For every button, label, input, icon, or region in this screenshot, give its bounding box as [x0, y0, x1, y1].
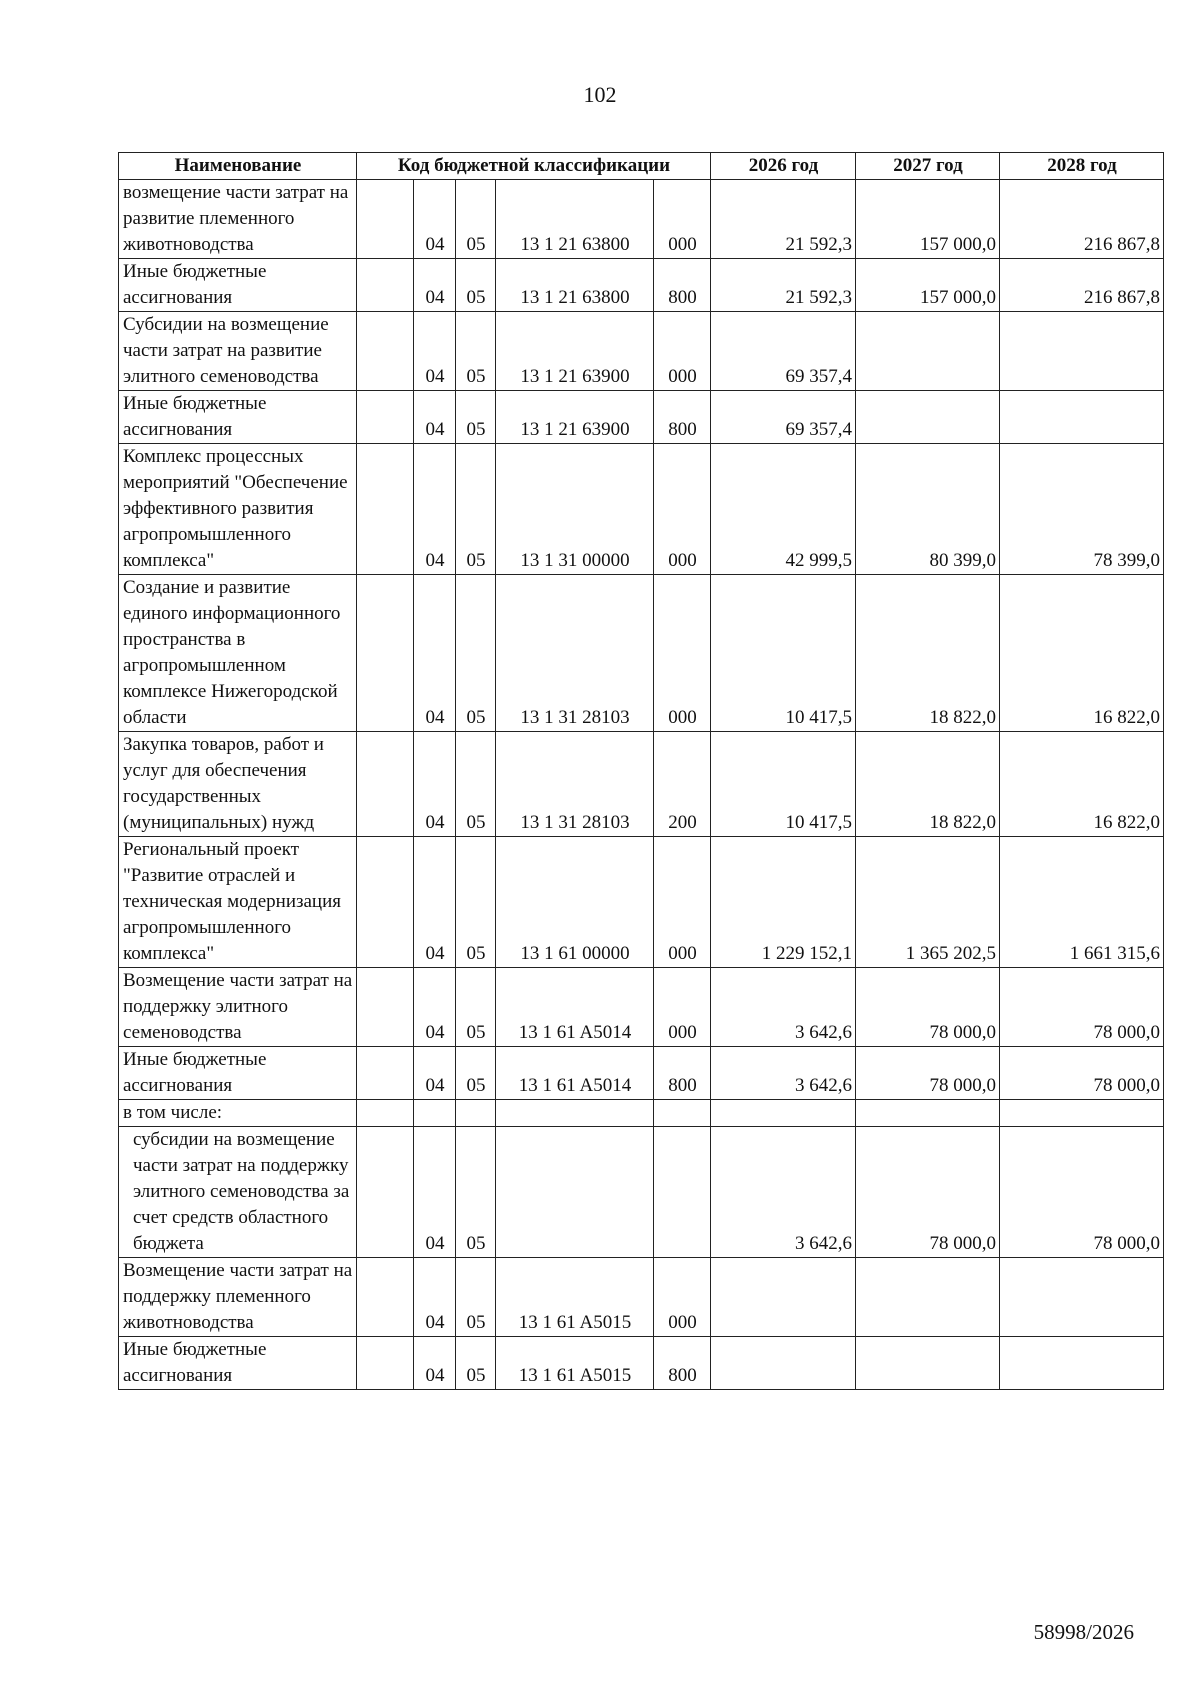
cell-code-subsection: 05 [456, 259, 496, 312]
cell-code-1 [357, 312, 414, 391]
cell-2027: 18 822,0 [856, 575, 1000, 732]
cell-code-target: 13 1 61 A5015 [496, 1337, 654, 1390]
cell-code-section: 04 [414, 575, 456, 732]
table-row [119, 968, 1164, 1047]
header-2028: 2028 год [1000, 153, 1164, 180]
cell-name: Региональный проект "Развитие отраслей и техническая модернизация агропромышленного комплекса" [119, 837, 357, 968]
cell-2027: 78 000,0 [856, 1127, 1000, 1258]
cell-code-1 [357, 732, 414, 837]
cell-code-expense-type: 000 [654, 837, 711, 968]
cell-name: Иные бюджетные ассигнования [119, 1047, 357, 1100]
cell-code-section: 04 [414, 837, 456, 968]
cell-code-expense-type [654, 1127, 711, 1258]
cell-code-target: 13 1 61 A5014 [496, 1047, 654, 1100]
header-2026: 2026 год [711, 153, 856, 180]
cell-2026: 3 642,6 [711, 968, 856, 1047]
table-row [119, 1127, 1164, 1258]
cell-2028: 16 822,0 [1000, 732, 1164, 837]
cell-code-subsection: 05 [456, 575, 496, 732]
header-code: Код бюджетной классификации [357, 153, 711, 180]
cell-code-target: 13 1 61 00000 [496, 837, 654, 968]
cell-code-subsection: 05 [456, 391, 496, 444]
cell-2027 [856, 1337, 1000, 1390]
cell-2028 [1000, 1258, 1164, 1337]
cell-name: Создание и развитие единого информационного пространства в агропромышленном комплексе Нижегородской области [119, 575, 357, 732]
cell-2028: 216 867,8 [1000, 180, 1164, 259]
cell-2026: 1 229 152,1 [711, 837, 856, 968]
cell-name: возмещение части затрат на развитие племенного животноводства [119, 180, 357, 259]
table-row [119, 444, 1164, 575]
cell-code-target [496, 1100, 654, 1127]
cell-2026: 10 417,5 [711, 732, 856, 837]
table-row [119, 391, 1164, 444]
cell-2026: 69 357,4 [711, 391, 856, 444]
cell-code-subsection: 05 [456, 1127, 496, 1258]
cell-code-target [496, 1127, 654, 1258]
cell-code-expense-type: 000 [654, 180, 711, 259]
cell-code-section: 04 [414, 391, 456, 444]
cell-2027 [856, 1100, 1000, 1127]
cell-code-section: 04 [414, 444, 456, 575]
cell-2026 [711, 1337, 856, 1390]
cell-code-subsection: 05 [456, 1258, 496, 1337]
cell-code-target: 13 1 31 28103 [496, 732, 654, 837]
cell-2028 [1000, 312, 1164, 391]
cell-name: Закупка товаров, работ и услуг для обеспечения государственных (муниципальных) нужд [119, 732, 357, 837]
cell-name: в том числе: [119, 1100, 357, 1127]
cell-code-section: 04 [414, 180, 456, 259]
cell-code-subsection: 05 [456, 444, 496, 575]
table-row [119, 1337, 1164, 1390]
cell-2026: 21 592,3 [711, 259, 856, 312]
cell-code-subsection [456, 1100, 496, 1127]
table-row [119, 575, 1164, 732]
cell-code-1 [357, 259, 414, 312]
cell-code-section: 04 [414, 1258, 456, 1337]
cell-name: Иные бюджетные ассигнования [119, 1337, 357, 1390]
cell-code-1 [357, 1047, 414, 1100]
table-row [119, 1047, 1164, 1100]
cell-code-expense-type: 000 [654, 444, 711, 575]
cell-code-subsection: 05 [456, 732, 496, 837]
cell-2028 [1000, 1337, 1164, 1390]
cell-2027: 157 000,0 [856, 180, 1000, 259]
cell-2028: 78 000,0 [1000, 968, 1164, 1047]
cell-name: Возмещение части затрат на поддержку племенного животноводства [119, 1258, 357, 1337]
cell-code-subsection: 05 [456, 837, 496, 968]
cell-code-section: 04 [414, 732, 456, 837]
table-row [119, 259, 1164, 312]
table-row [119, 837, 1164, 968]
cell-code-target: 13 1 21 63800 [496, 259, 654, 312]
cell-code-section [414, 1100, 456, 1127]
cell-2027: 157 000,0 [856, 259, 1000, 312]
cell-2028: 1 661 315,6 [1000, 837, 1164, 968]
cell-2027: 80 399,0 [856, 444, 1000, 575]
cell-code-subsection: 05 [456, 1047, 496, 1100]
cell-code-section: 04 [414, 1047, 456, 1100]
table-row [119, 1258, 1164, 1337]
cell-code-target: 13 1 21 63800 [496, 180, 654, 259]
cell-2028: 78 000,0 [1000, 1127, 1164, 1258]
cell-code-section: 04 [414, 312, 456, 391]
cell-2027: 78 000,0 [856, 968, 1000, 1047]
cell-2028 [1000, 391, 1164, 444]
cell-code-1 [357, 180, 414, 259]
cell-code-1 [357, 1100, 414, 1127]
cell-code-expense-type: 800 [654, 1047, 711, 1100]
cell-code-expense-type: 000 [654, 312, 711, 391]
cell-code-1 [357, 1258, 414, 1337]
cell-code-target: 13 1 21 63900 [496, 312, 654, 391]
cell-code-subsection: 05 [456, 1337, 496, 1390]
cell-code-expense-type: 000 [654, 968, 711, 1047]
cell-2026: 10 417,5 [711, 575, 856, 732]
cell-code-expense-type: 800 [654, 259, 711, 312]
cell-2026: 42 999,5 [711, 444, 856, 575]
cell-2027 [856, 312, 1000, 391]
cell-2027: 78 000,0 [856, 1047, 1000, 1100]
cell-2028: 78 000,0 [1000, 1047, 1164, 1100]
cell-2026: 3 642,6 [711, 1047, 856, 1100]
header-name: Наименование [119, 153, 357, 180]
cell-2027 [856, 1258, 1000, 1337]
cell-code-1 [357, 837, 414, 968]
table-row [119, 312, 1164, 391]
cell-code-1 [357, 575, 414, 732]
cell-code-expense-type [654, 1100, 711, 1127]
cell-name: Комплекс процессных мероприятий "Обеспечение эффективного развития агропромышленного комплекса" [119, 444, 357, 575]
cell-code-1 [357, 1337, 414, 1390]
cell-code-section: 04 [414, 1127, 456, 1258]
cell-code-1 [357, 1127, 414, 1258]
cell-2028 [1000, 1100, 1164, 1127]
cell-code-1 [357, 444, 414, 575]
cell-2026 [711, 1100, 856, 1127]
cell-code-expense-type: 800 [654, 391, 711, 444]
cell-code-target: 13 1 31 28103 [496, 575, 654, 732]
cell-name: субсидии на возмещение части затрат на поддержку элитного семеноводства за счет средств областного бюджета [119, 1127, 357, 1258]
document-number: 58998/2026 [1033, 1620, 1134, 1644]
cell-code-expense-type: 000 [654, 1258, 711, 1337]
cell-2026 [711, 1258, 856, 1337]
cell-code-target: 13 1 61 A5015 [496, 1258, 654, 1337]
table-row [119, 180, 1164, 259]
cell-code-subsection: 05 [456, 968, 496, 1047]
page-number: 102 [583, 82, 617, 107]
cell-code-expense-type: 000 [654, 575, 711, 732]
cell-name: Иные бюджетные ассигнования [119, 259, 357, 312]
cell-name: Возмещение части затрат на поддержку элитного семеноводства [119, 968, 357, 1047]
cell-2028: 216 867,8 [1000, 259, 1164, 312]
header-2027: 2027 год [856, 153, 1000, 180]
cell-2028: 16 822,0 [1000, 575, 1164, 732]
cell-2026: 21 592,3 [711, 180, 856, 259]
table-row [119, 1100, 1164, 1127]
cell-code-target: 13 1 31 00000 [496, 444, 654, 575]
table-row [119, 732, 1164, 837]
cell-code-section: 04 [414, 1337, 456, 1390]
cell-name: Иные бюджетные ассигнования [119, 391, 357, 444]
cell-code-expense-type: 800 [654, 1337, 711, 1390]
cell-name: Субсидии на возмещение части затрат на развитие элитного семеноводства [119, 312, 357, 391]
cell-2027 [856, 391, 1000, 444]
cell-code-target: 13 1 21 63900 [496, 391, 654, 444]
cell-2027: 18 822,0 [856, 732, 1000, 837]
cell-code-1 [357, 391, 414, 444]
budget-table [118, 152, 1164, 1390]
cell-code-section: 04 [414, 968, 456, 1047]
cell-2027: 1 365 202,5 [856, 837, 1000, 968]
cell-2028: 78 399,0 [1000, 444, 1164, 575]
cell-2026: 69 357,4 [711, 312, 856, 391]
cell-code-expense-type: 200 [654, 732, 711, 837]
cell-code-subsection: 05 [456, 180, 496, 259]
header-row [119, 153, 1164, 180]
cell-code-subsection: 05 [456, 312, 496, 391]
cell-code-1 [357, 968, 414, 1047]
cell-code-target: 13 1 61 A5014 [496, 968, 654, 1047]
cell-2026: 3 642,6 [711, 1127, 856, 1258]
cell-code-section: 04 [414, 259, 456, 312]
